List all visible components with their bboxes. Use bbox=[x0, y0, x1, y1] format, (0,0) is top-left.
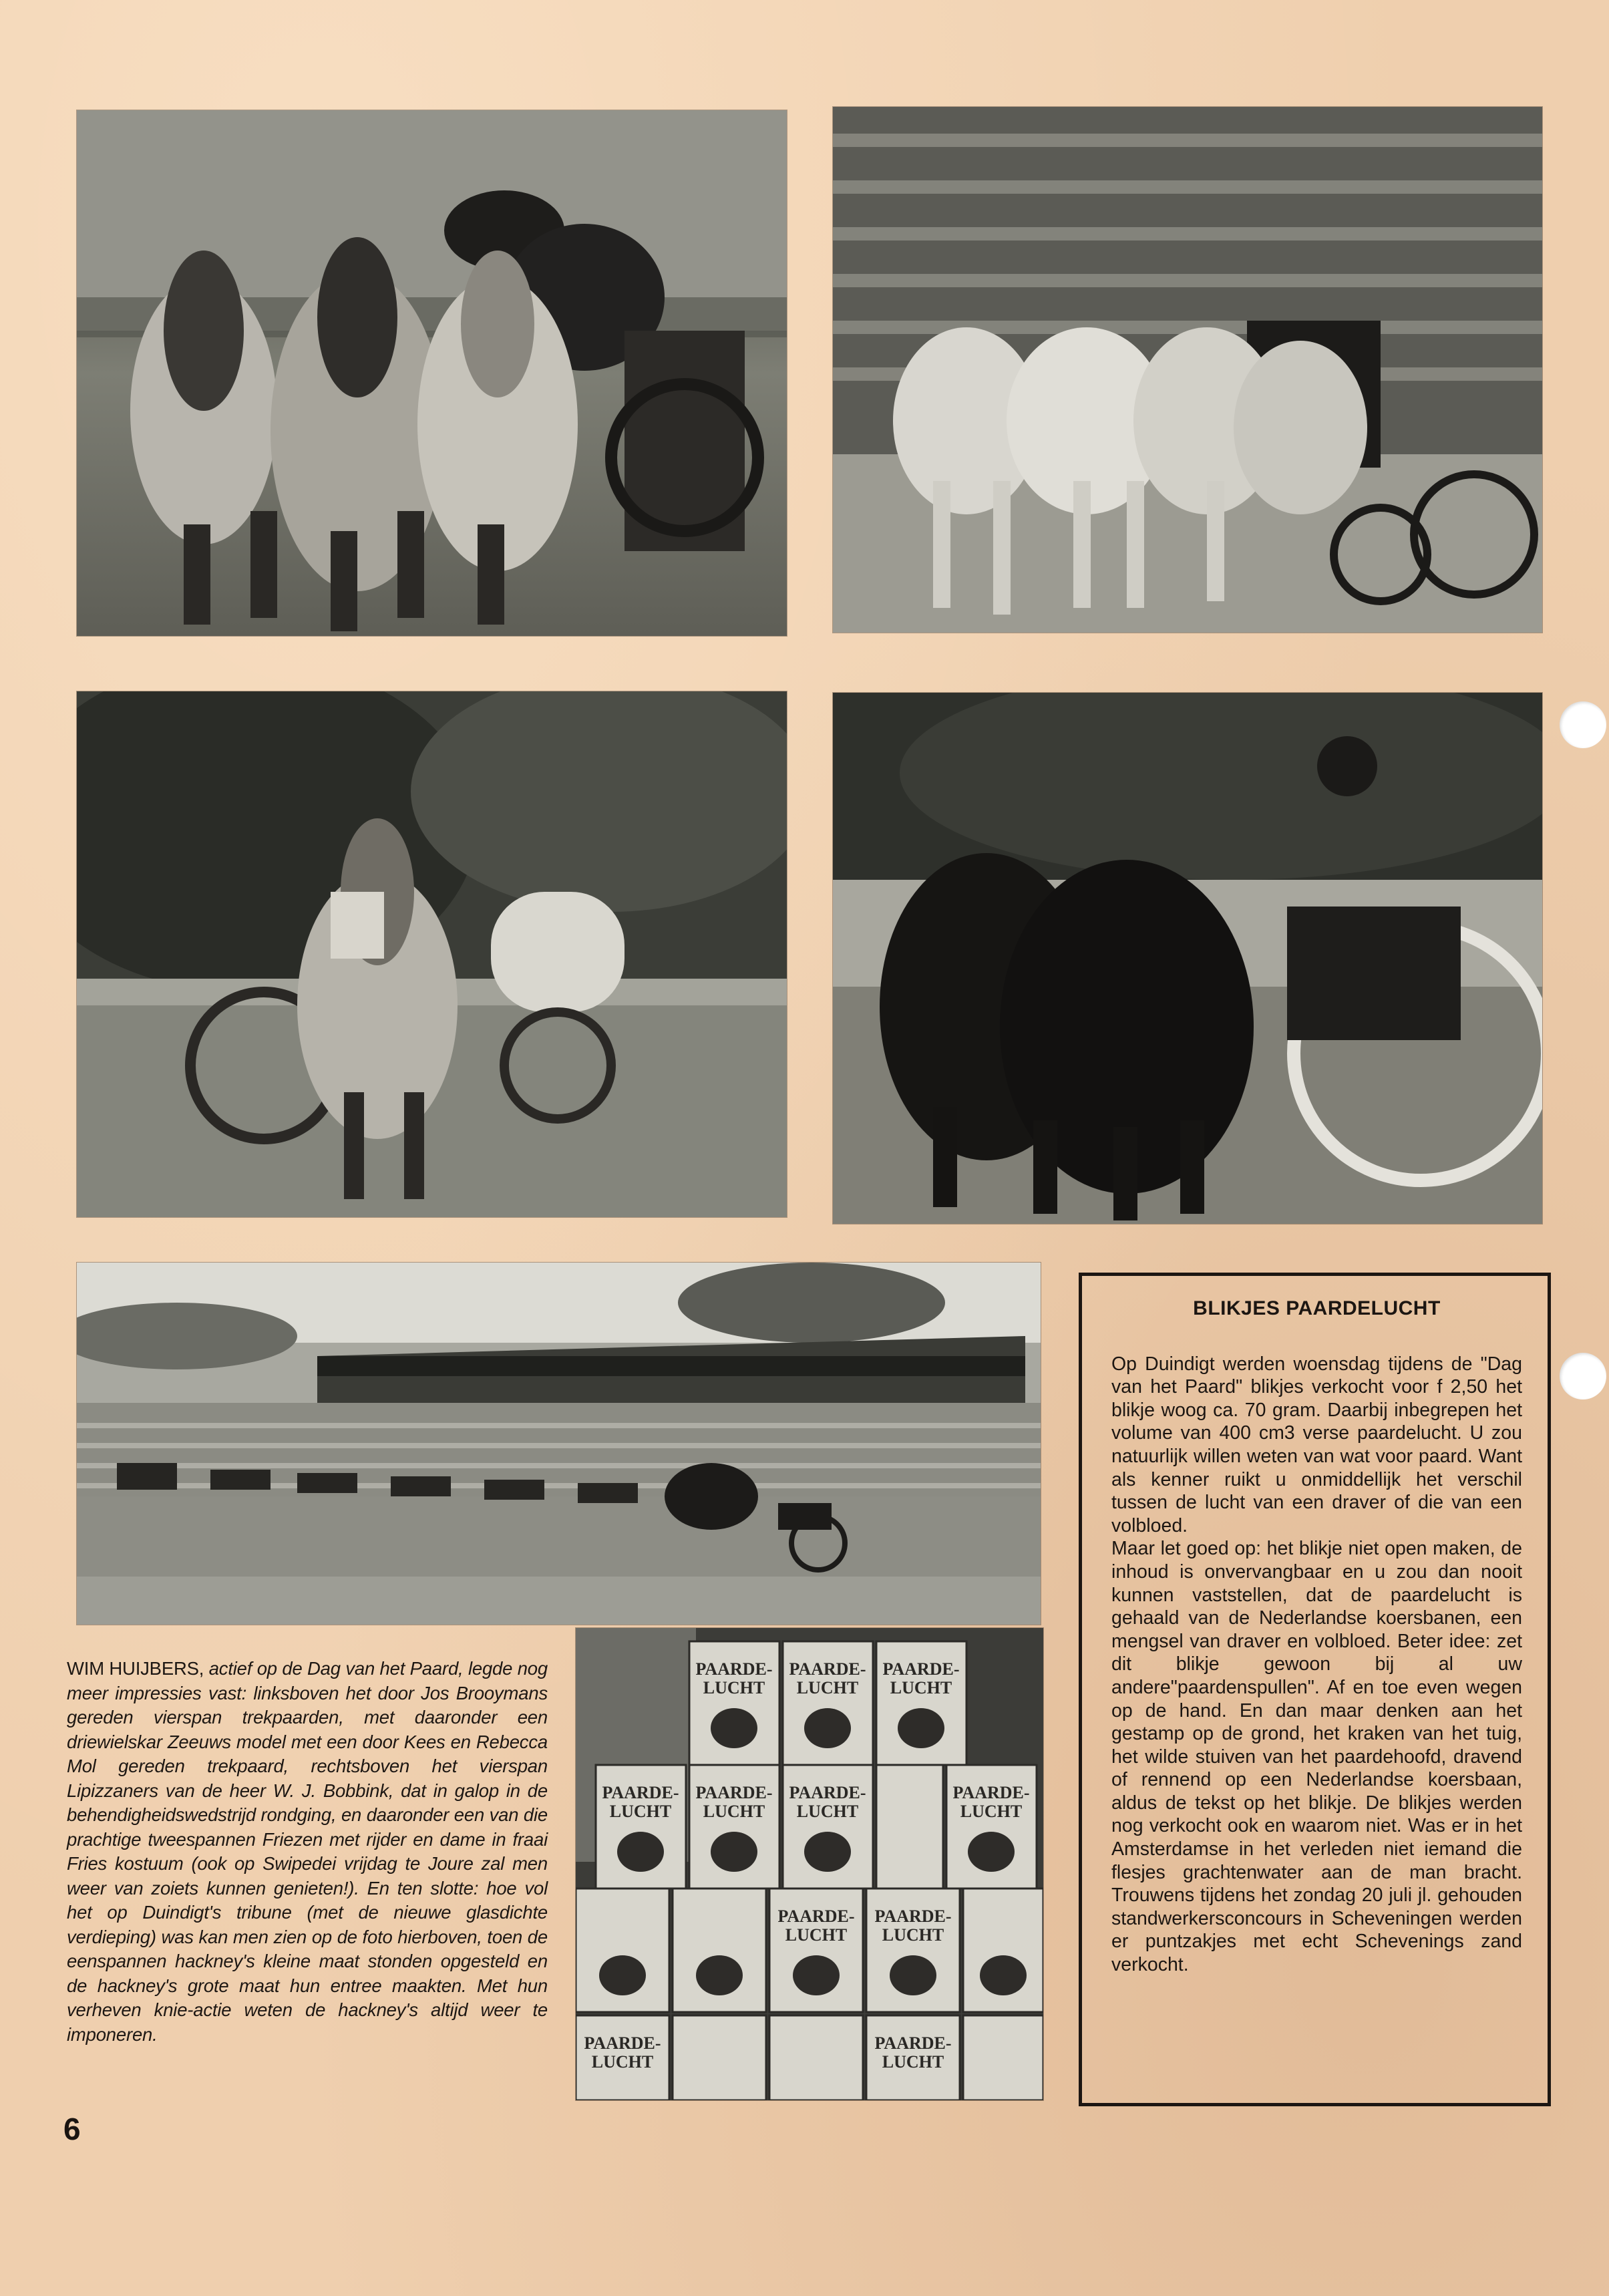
photo-friezen-tweespan bbox=[833, 693, 1542, 1224]
can-label: LUCHT bbox=[703, 1678, 765, 1697]
sidebar-box bbox=[1079, 1273, 1551, 2106]
can-label: PAARDE- bbox=[874, 1907, 952, 1926]
caption-author: WIM HUIJBERS, bbox=[67, 1658, 204, 1679]
can-label: PAARDE- bbox=[874, 2033, 952, 2053]
sidebar-title: BLIKJES PAARDELUCHT bbox=[1193, 1297, 1441, 1319]
can-label: PAARDE- bbox=[602, 1783, 679, 1802]
can-label: LUCHT bbox=[882, 1925, 944, 1945]
can-label: PAARDE- bbox=[882, 1659, 960, 1679]
sidebar-paragraph-1: Op Duindigt werden woensdag tijdens de "Dag van het Paard" blikjes verkocht voor f 2,50 het blikje woog ca. 70 gram. Daarbij inbegrepen het volume van 400 cm3 verse paardelucht. U zou natuurlijk willen weten van wat voor paard. Want als kenner ruikt u onmiddellijk het verschil tussen de lucht van een draver of die van een volbloed. bbox=[1111, 1353, 1522, 1536]
can-label: LUCHT bbox=[882, 2052, 944, 2072]
can-label: PAARDE- bbox=[789, 1659, 866, 1679]
punch-hole-top bbox=[1560, 701, 1606, 748]
can-label: PAARDE- bbox=[695, 1659, 773, 1679]
photo-zeeuws-trekpaard bbox=[77, 691, 787, 1217]
caption-text: actief op de Dag van het Paard, legde nog meer impressies vast: linksboven het door Jos Brooymans gereden vierspan trekpaarden, met daaronder een driewielskar Zeeuws model met een door Kees en Rebecca Mol gereden trekpaard, rechtsboven het vierspan Lipizzaners van de heer W. J. Bobbink, dat in galop in de behendigheidswedstrijd rondging, en daaronder een van die prachtige tweespannen Friezen met rijder en dame in fraai Fries kostuum (ook op Swipedei vrijdag te Joure zal men weer van zoiets kunnen genieten!). En ten slotte: hoe vol het op Duindigt's tribune (met de nieuwe glasdichte verdieping) was kan men zien op de foto hierboven, toen de eenspannen hackney's kleine maat stonden opgesteld en de hackney's grote maat hun entree maakten. Met hun verheven knie-actie weten de hackney's altijd weer te imponeren. bbox=[67, 1658, 548, 2045]
can-label: PAARDE- bbox=[789, 1783, 866, 1802]
photo-blikjes-paardelucht bbox=[576, 1628, 1043, 2100]
page-number: 6 bbox=[63, 2112, 81, 2146]
punch-hole-bottom bbox=[1560, 1353, 1606, 1400]
can-label: LUCHT bbox=[591, 2052, 654, 2072]
photo-trekpaarden-vierspan bbox=[77, 110, 787, 636]
can-label: LUCHT bbox=[703, 1802, 765, 1821]
can-label: PAARDE- bbox=[777, 1907, 855, 1926]
can-label: LUCHT bbox=[796, 1678, 859, 1697]
photo-caption bbox=[67, 1657, 548, 2047]
photo-duindigt-tribune bbox=[77, 1263, 1041, 1625]
can-label: LUCHT bbox=[960, 1802, 1023, 1821]
can-label: LUCHT bbox=[785, 1925, 848, 1945]
photo-lipizzaners-vierspan bbox=[833, 107, 1542, 633]
can-label: PAARDE- bbox=[584, 2033, 661, 2053]
can-label: LUCHT bbox=[609, 1802, 672, 1821]
can-label: LUCHT bbox=[796, 1802, 859, 1821]
can-label: PAARDE- bbox=[695, 1783, 773, 1802]
can-label: LUCHT bbox=[890, 1678, 952, 1697]
sidebar-paragraph-2: Maar let goed op: het blikje niet open maken, de inhoud is onvervangbaar en u zou dan nooit kunnen vaststellen, dat de paardelucht is gehaald van de Nederlandse koersbanen, een mengsel van draver en volbloed. Beter idee: zet dit blikje gewoon bij al uw andere"paardenspullen". Af en toe even wegen op de hand. En dan maar denken aan het gestamp op de grond, het kraken van het tuig, het wilde stuiven van het paardehoofd, dravend of rennend op een Nederlandse koersbaan, aldus de tekst op het blikje. De blikjes werden nog verkocht ook en waarom niet. Was er in het Amsterdamse in het verleden niet iemand die flesjes grachtenwater aan de man bracht. Trouwens tijdens het zondag 20 juli jl. gehouden standwerkersconcours in Scheveningen werden er puntzakjes met echt Schevenings zand verkocht. bbox=[1111, 1538, 1522, 1976]
can-label: PAARDE- bbox=[952, 1783, 1030, 1802]
